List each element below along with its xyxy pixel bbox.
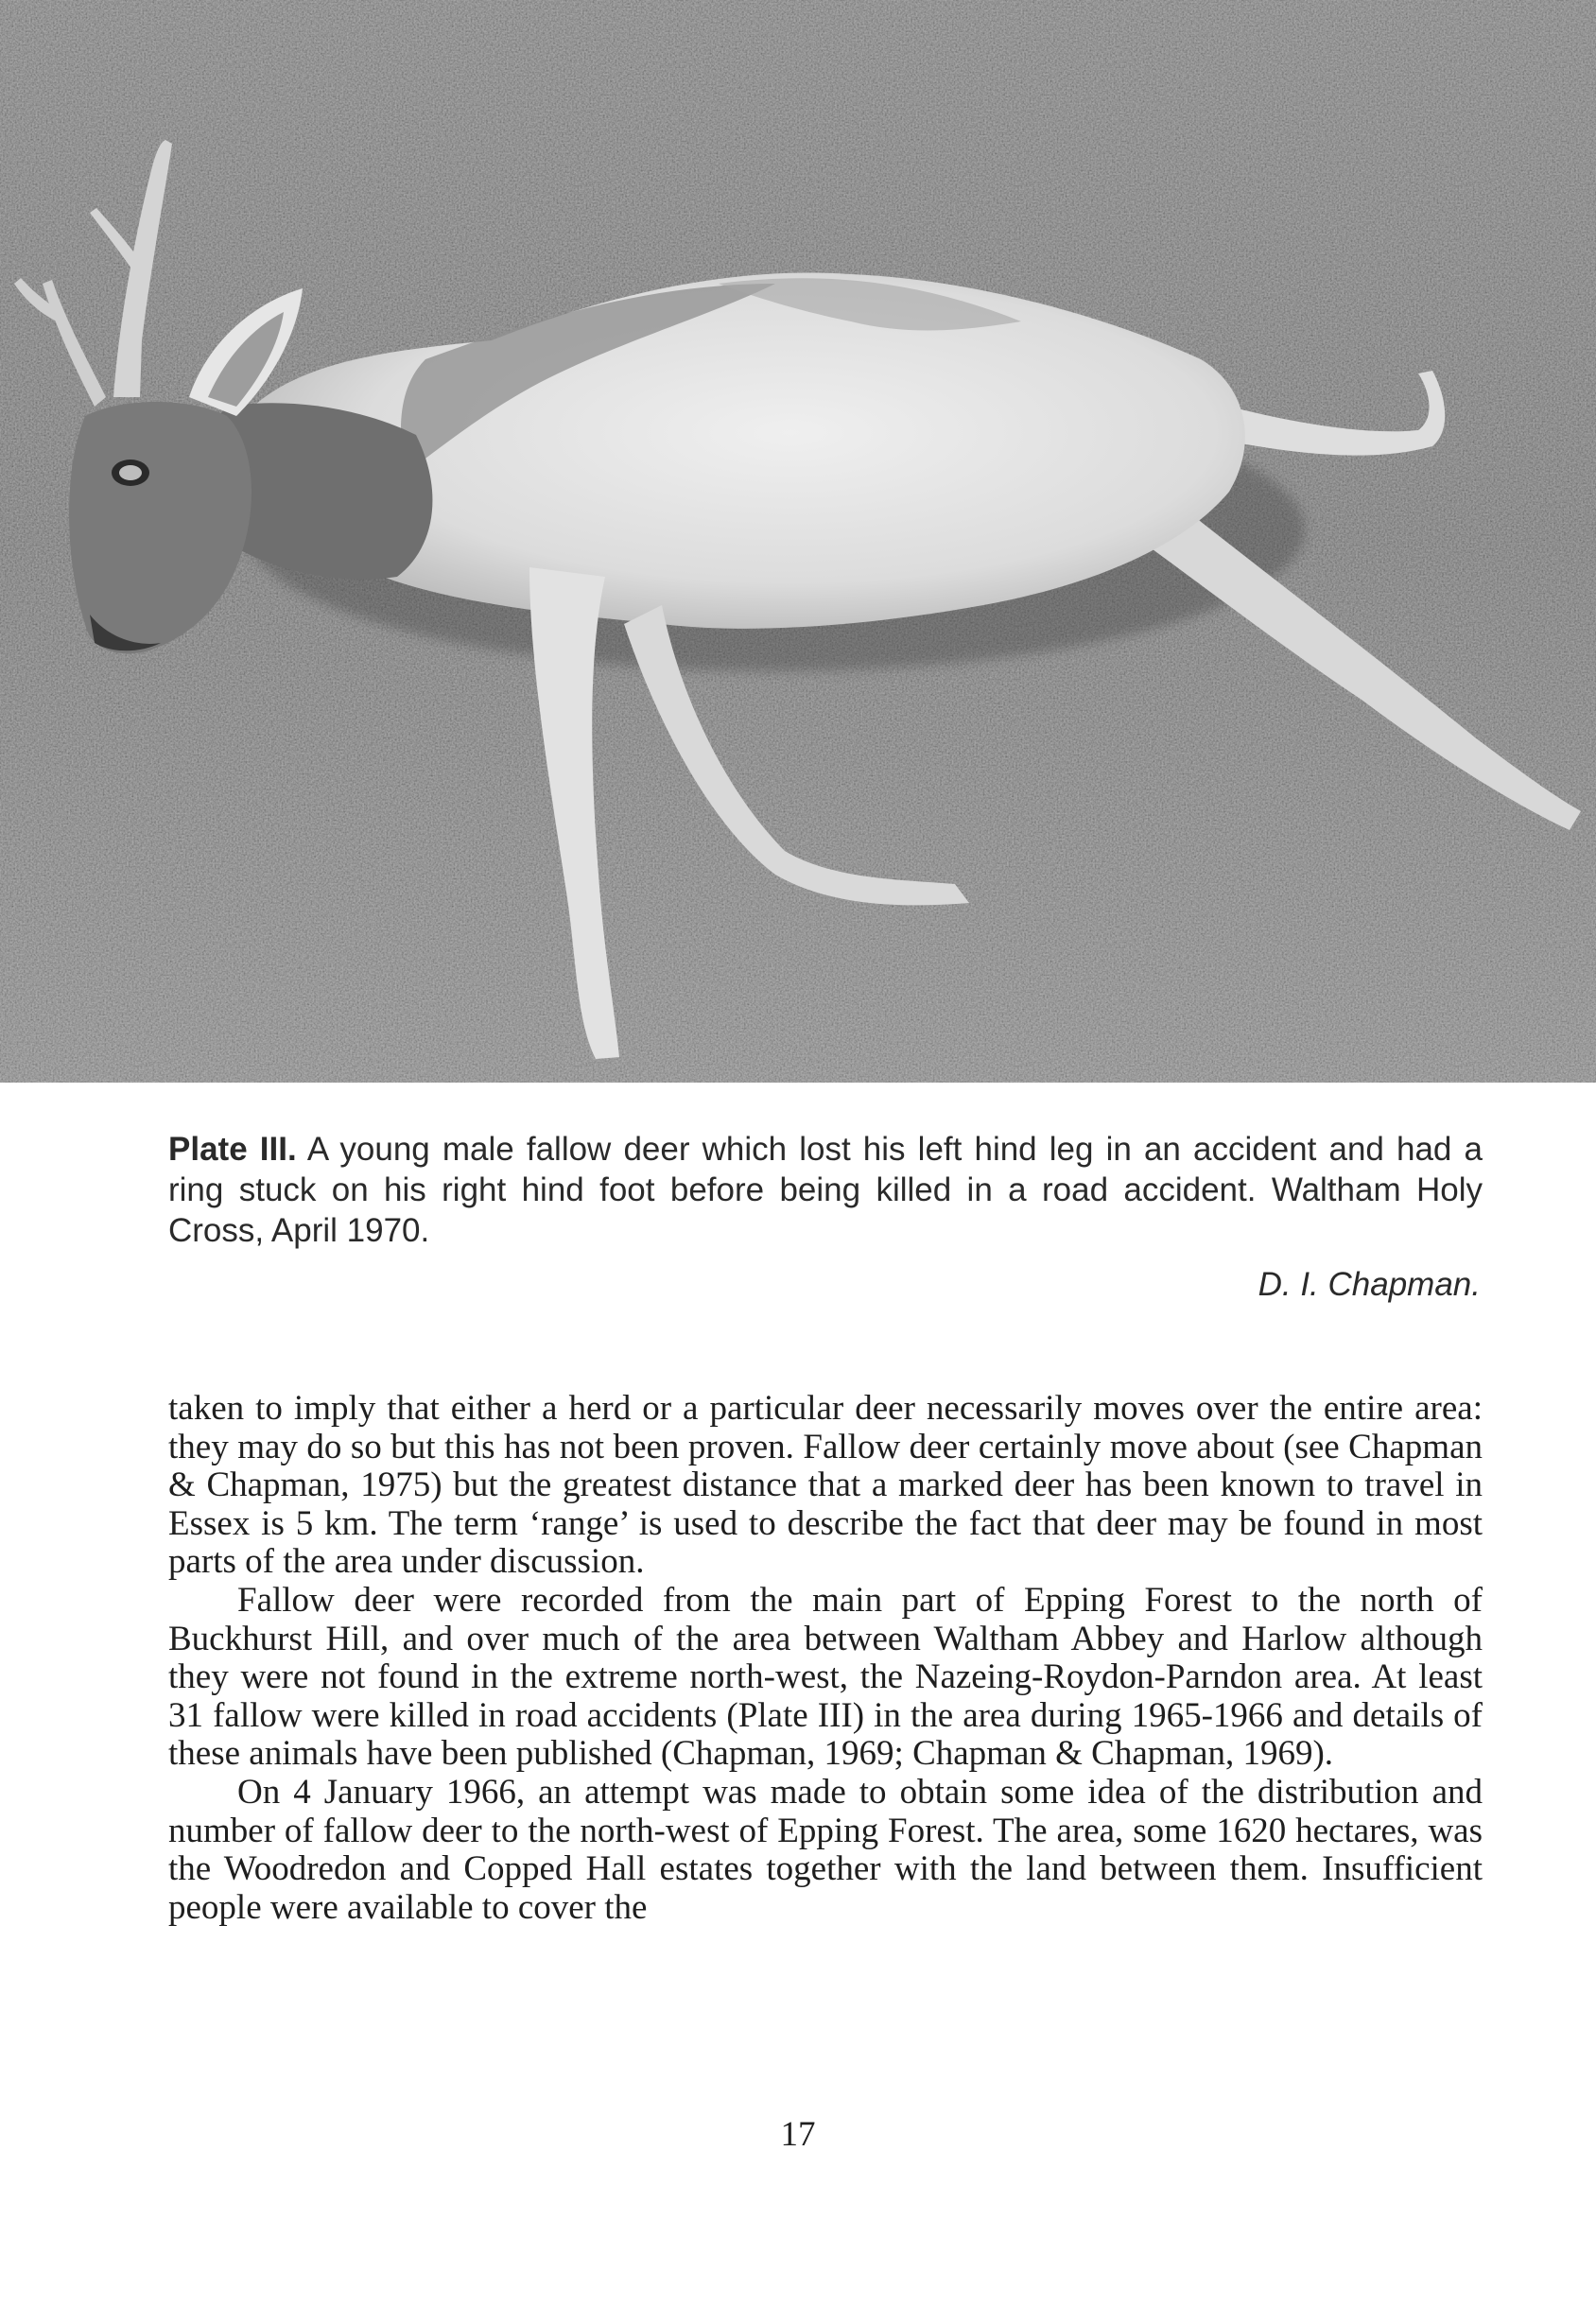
deer-photograph (0, 0, 1596, 1083)
page-number: 17 (780, 2115, 816, 2154)
plate-caption (168, 1129, 1483, 1251)
plate-label: Plate III. (168, 1131, 297, 1168)
body-text (168, 1390, 1483, 1927)
paragraph: On 4 January 1966, an attempt was made to obtain some idea of the distribution and number of fallow deer to the north-west of Epping Forest. The area, some 1620 hectares, was the Woodredon and Copped Hall estates together with the land between them. Insufficient people were available to cover the (168, 1772, 1483, 1927)
caption-text: A young male fallow deer which lost his left hind leg in an accident and had a ring stuck on his right hind foot before being killed in a road accident. Waltham Holy Cross, April 1970. (168, 1131, 1483, 1249)
paragraph: Fallow deer were recorded from the main part of Epping Forest to the north of Buckhurst Hill, and over much of the area between Waltham Abbey and Harlow although they were not found in the extreme north-west, the Nazeing-Roydon-Parndon area. At least 31 fallow were killed in road accidents (Plate III) in the area during 1965-1966 and details of these animals have been published (Chapman, 1969; Chapman & Chapman, 1969). (168, 1580, 1483, 1774)
photo-credit: D. I. Chapman. (1258, 1266, 1481, 1303)
paragraph: taken to imply that either a herd or a particular deer necessarily moves over the entire area: they may do so but this has not been proven. Fallow deer certainly move about (see Chapman & Chapman, 1975) but the greatest distance that a marked deer has been known to travel in Essex is 5 km. The term ‘range’ is used to describe the fact that deer may be found in most parts of the area under discussion. (168, 1389, 1483, 1582)
